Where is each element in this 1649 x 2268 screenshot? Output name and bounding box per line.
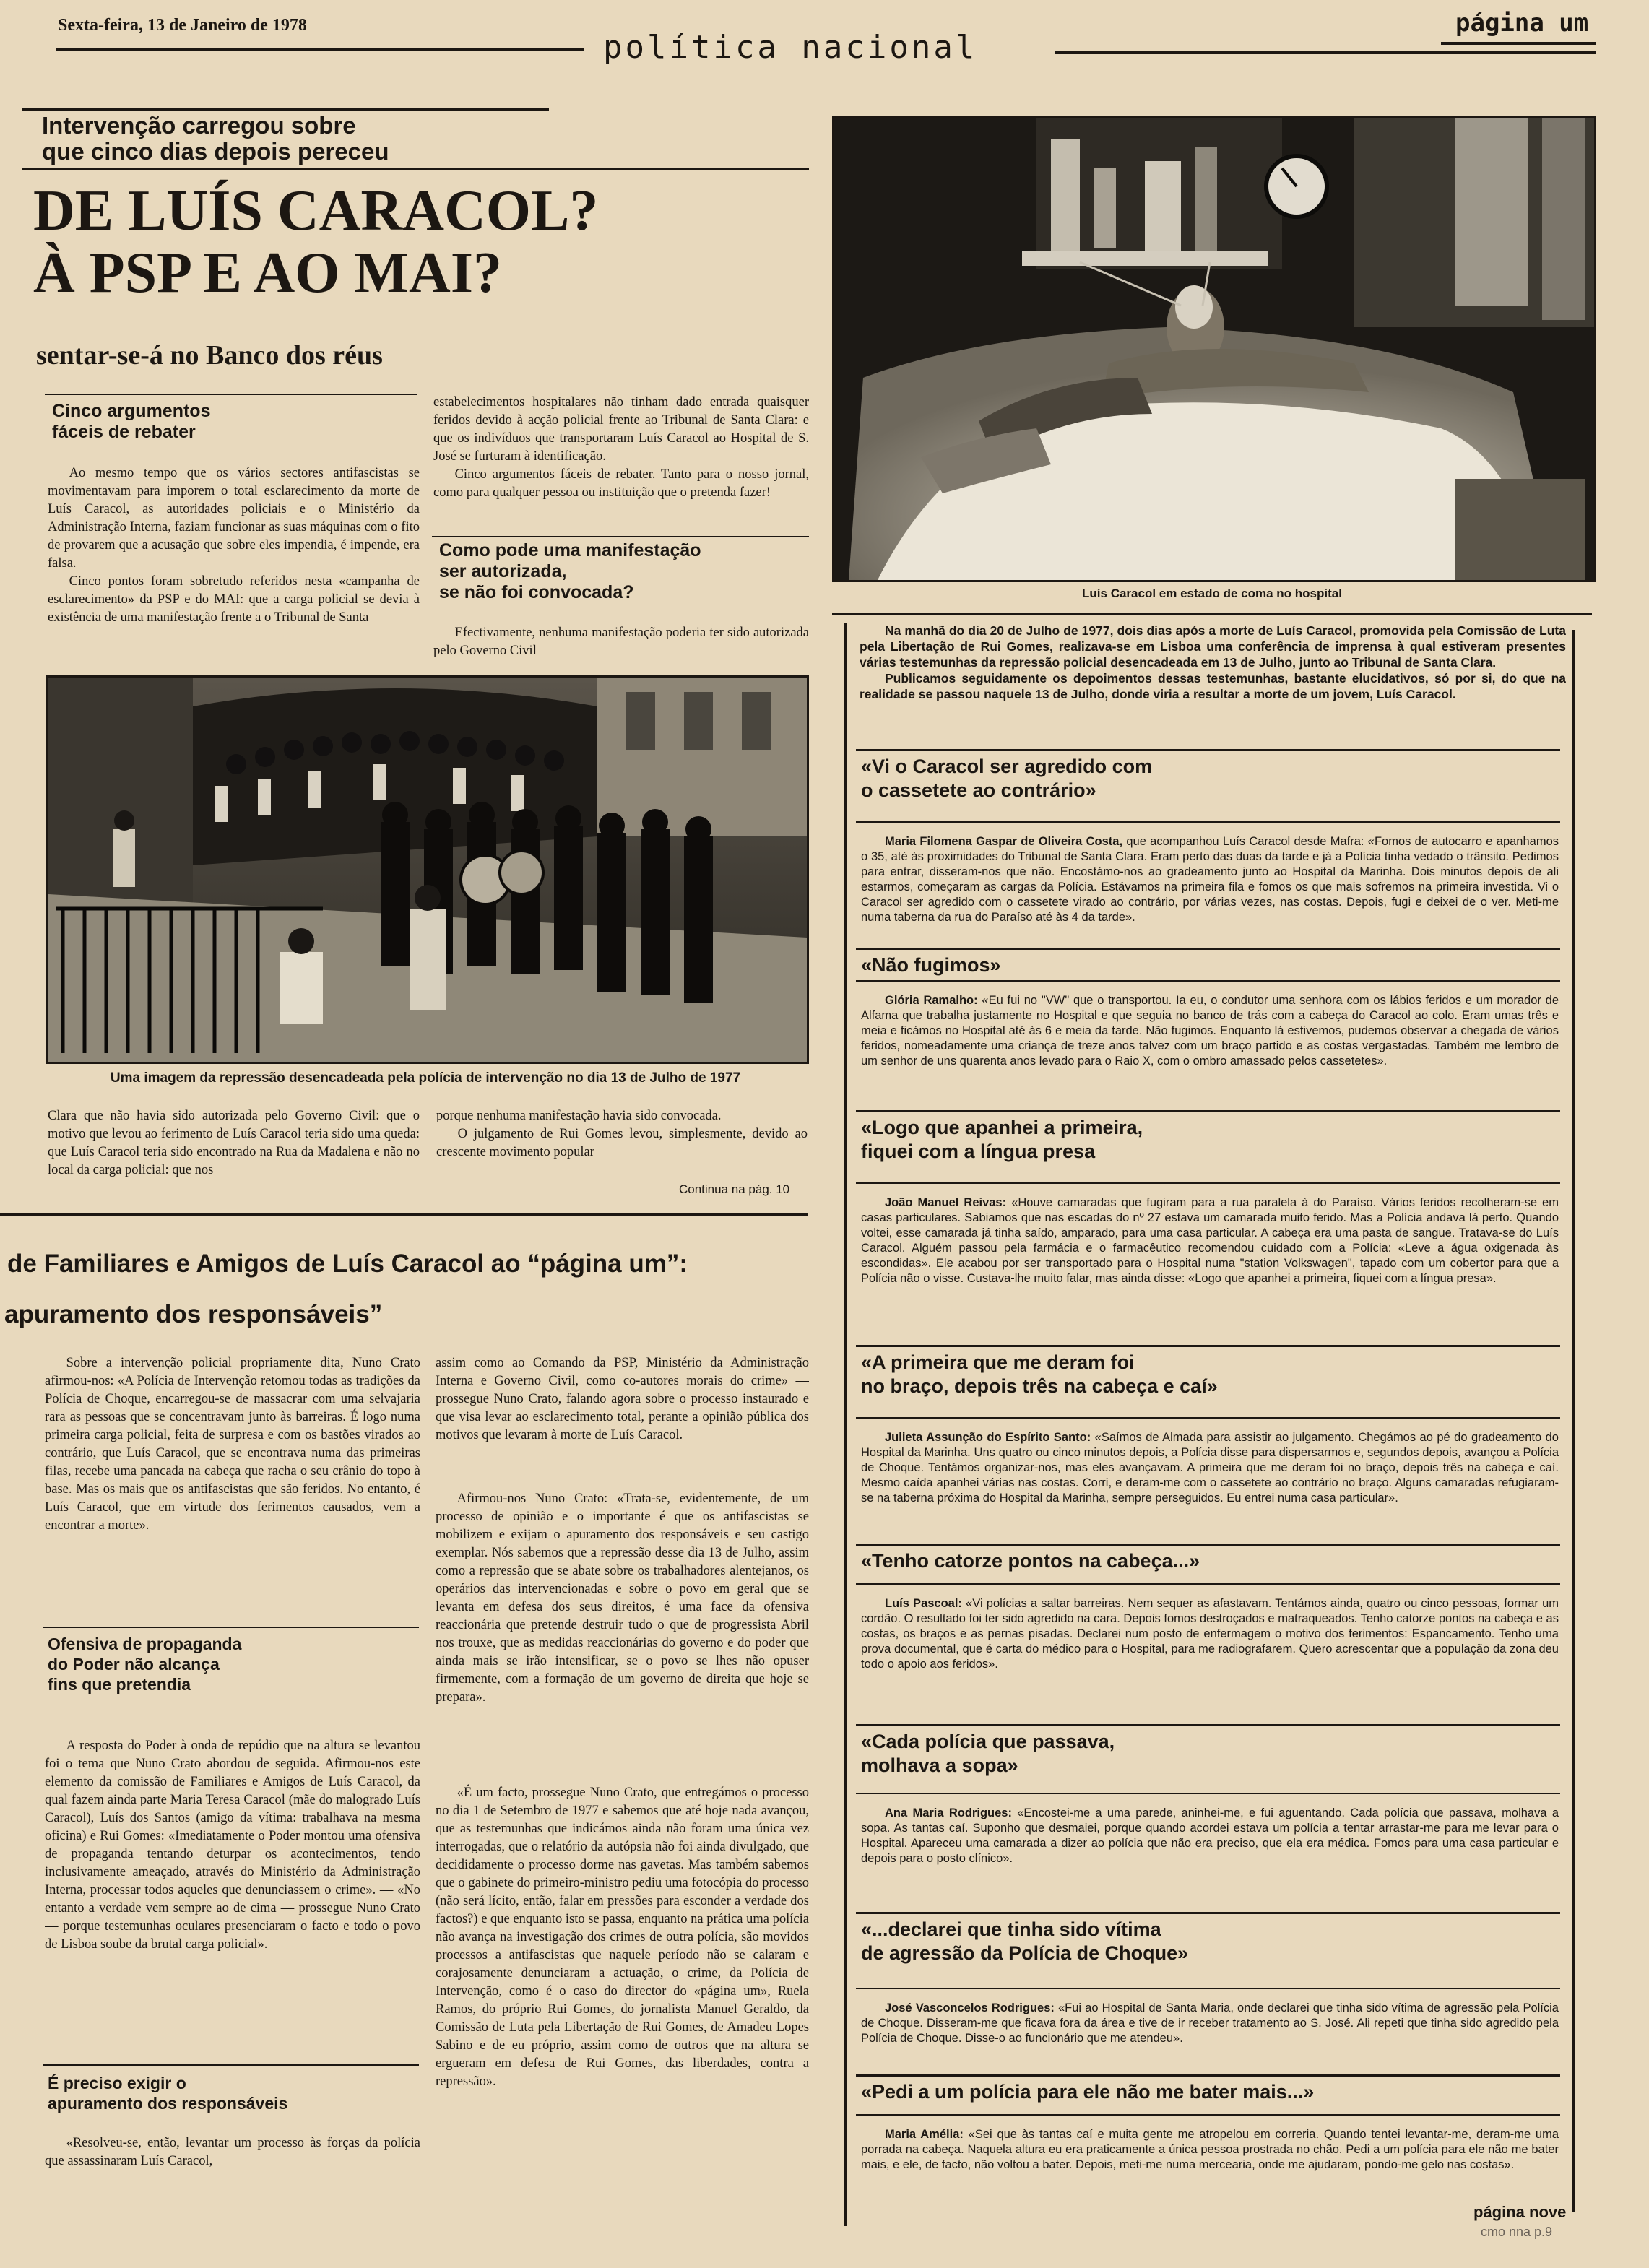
testimony-rule (856, 1912, 1560, 1914)
testimony-rule (856, 1345, 1560, 1347)
testimony-speaker: Maria Filomena Gaspar de Oliveira Costa, (885, 835, 1123, 848)
section-title: política nacional (603, 29, 978, 66)
riot-photo-caption: Uma imagem da repressão desencadeada pela polícia de intervenção no dia 13 de Julho de 1977 (110, 1070, 741, 1086)
right-intro: Na manhã do dia 20 de Julho de 1977, dois dias após a morte de Luís Caracol, promovida pela Comissão de Luta pela Libertação de Rui Gomes, realizava-se em Lisboa uma conferência de imprensa à qual estiveram presentes várias testemunhas da repressão policial desencadeada em 13 de Julho, junto ao Tribunal de Santa Clara. Publicamos seguidamente os depoimentos dessas testemunhas, bastante elucidativos, só por si, do que na realidade se passou naquele 13 de Julho, donde viria a resultar a morte de um jovem, Luís Caracol. (860, 623, 1566, 701)
article2-col2b: Afirmou-nos Nuno Crato: «Trata-se, evidentemente, de um processo de opinião e o importante é que os antifascistas se mobilizem e exijam o apuramento dos responsáveis e seu castigo exemplar. Nós sabemos que a repressão desse dia 13 de Julho, assim como a repressão que se abate sobre os trabalhadores alentejanos, os operários das intervencionadas e sobre o povo em geral que se levanta em defesa dos seus direitos, é uma face da ofensiva reaccionária que pretende destruir tudo o que de progressista Abril nos trouxe, que as medidas reaccionárias do governo e do poder que ainda mais se irão intensificar, se o povo se lhes não opuser firmemente, com a formação de um governo de direita que hoje se prepara». (436, 1492, 809, 1705)
testimony-rule (856, 2074, 1560, 2077)
testimony-title: «A primeira que me deram foi no braço, depois três na cabeça e caí» (861, 1351, 1218, 1397)
article1-bottom-rule (0, 1213, 808, 1216)
kicker-bottom-rule (22, 168, 809, 170)
article2-col2c: «É um facto, prossegue Nuno Crato, que entregámos o processo no dia 1 de Setembro de 1977 e sabemos que até hoje nada avançou, que as testemunhas que indicámos ainda não foram uma única vez interrogadas, que o relatório da autópsia não foi ainda divulgado, que decididamente o processo dorme nas gavetas. Mas também sabemos que o gabinete do primeiro-ministro pediu uma fotocópia do processo (não será lícito, então, falar em pressões para esconder a verdade dos factos?) e que enquanto isto se passa, enquanto na prática uma polícia não avança na investigação dos crimes de outra polícia, são movidos processos a antifascistas que naquele período não se calaram e corajosamente denunciaram a actuação, o crime, da Polícia de Intervenção, como é o caso do director do «página um», Ruela Ramos, do próprio Rui Gomes, do jornalista Manuel Geraldo, da Comissão de Luta pela Libertação de Rui Gomes, de Amadeu Lopes Sabino e de eu próprio, assim como de outros que na altura se ergueram em defesa de Rui Gomes, das liberdades, contra a repressão». (436, 1786, 809, 2089)
article1-col2: estabelecimentos hospitalares não tinham dado entrada quaisquer feridos devido à acção policial frente ao Tribunal de Santa Clara: e que os indivíduos que transportaram Luís Caracol ao Hospital de S. José se furturam à identificação. Cinco argumentos fáceis de rebater. Tanto para o nosso jornal, como para qualquer pessoa ou instituição que o pretenda fazer! (433, 395, 809, 500)
testimony-body: que acompanhou Luís Caracol desde Mafra: «Fomos de autocarro e apanhamos o 35, até às proximidades do Tribunal de Santa Clara. Eram perto das duas da tarde e já a Polícia tinha vedado o trânsito. Pedimos para entrar, disseram-nos que não. Encostámo-nos ao gradeamento junto ao Hospital da Marinha. Dois minutos depois de ali estarmos, começaram as cargas da Polícia. Estávamos na primeira fila e fomos os que mais sofremos na primeira investida. Vi o Caracol ser agredido com o cassetete virado ao contrário, por várias vezes, nas costas. Depois, fugi e deixei de o ver. Meti-me numa taberna da rua do Paraíso até às 4 da tarde». (861, 835, 1559, 924)
testimony-speaker: Maria Amélia: (885, 2128, 964, 2141)
article2-subhead-2: É preciso exigir o apuramento dos responsáveis (48, 2074, 288, 2113)
testimony-text (861, 2127, 1559, 2207)
masthead-date: Sexta-feira, 13 de Janeiro de 1978 (58, 16, 307, 35)
testimony-title: «Pedi a um polícia para ele não me bater mais...» (861, 2081, 1315, 2103)
right-frame-right (1572, 630, 1575, 2212)
testimony-body: «Vi polícias a saltar barreiras. Nem sequer as afastavam. Tentámos ainda, quatro ou cinco pessoas, formar um cordão. O resultado foi ter sido agredido na cara. Depois fomos destroçados e matraqueados. Tenho catorze pontos na cabeça e as costas, os braços e as pernas pisadas. Declarei num posto de enfermagem o motivo dos ferimentos: Espancamento. Tenho uma prova documental, que é carta do médico para o Hospital, para me radiografarem. Quero acrescentar que a população da zona deu todo o apoio aos feridos». (861, 1597, 1559, 1671)
testimony-title-rule (856, 1583, 1560, 1585)
testimony-rule (856, 1724, 1560, 1726)
hospital-photo-caption: Luís Caracol em estado de coma no hospital (1082, 587, 1342, 600)
testimony-title: «Logo que apanhei a primeira, fiquei com a língua presa (861, 1117, 1143, 1162)
testimony-speaker: José Vasconcelos Rodrigues: (885, 2001, 1055, 2014)
testimony-title-rule (856, 1988, 1560, 1989)
kicker-top-rule (22, 108, 549, 111)
riot-photo (46, 675, 809, 1064)
article2-headline-2: apuramento dos responsáveis” (4, 1300, 383, 1328)
testimony-text (861, 2001, 1559, 2077)
testimony-speaker: Julieta Assunção do Espírito Santo: (885, 1431, 1091, 1444)
testimony-title: «Não fugimos» (861, 954, 1001, 976)
testimony-rule (856, 948, 1560, 950)
masthead-rule-right (1055, 51, 1596, 54)
testimony-speaker: Luís Pascoal: (885, 1597, 962, 1610)
article2-col2: assim como ao Comando da PSP, Ministério da Administração Interna e Governo Civil, como co-autores morais do crime» — prossegue Nuno Crato, falando agora sobre o processo instaurado e que visa levar ao esclarecimento total, perante a opinião pública dos motivos que levaram à morte de Luís Caracol. (436, 1356, 809, 1442)
testimony-text (861, 1596, 1559, 1708)
testimony-text (861, 993, 1559, 1105)
testimony-title: «...declarei que tinha sido vítima de agressão da Polícia de Choque» (861, 1918, 1189, 1964)
testimony-title: «Vi o Caracol ser agredido com o cassetete ao contrário» (861, 756, 1153, 801)
article1-col3: Clara que não havia sido autorizada pelo Governo Civil: que o motivo que levou ao ferimento de Luís Caracol teria sido uma queda: que Luís Caracol teria sido encontrado na Rua da Madalena e não no local da carga policial: que nos (48, 1109, 420, 1177)
testimony-title: «Tenho catorze pontos na cabeça...» (861, 1550, 1200, 1572)
continued-note: Continua na pág. 10 (679, 1182, 790, 1196)
testimony-body: «Saímos de Almada para assistir ao julgamento. Chegámos ao pé do gradeamento do Hospital da Marinha. Uns quatro ou cinco minutos depois, a Polícia disse para dispersarmos e, segundos depois, avançou a Polícia de Choque. Tentámos organizar-nos, mas eles avançavam. A primeira que me deram foi no braço, depois três na cabeça e caí. Mesmo caída apanhei várias nas costas. Corri, e deram-me com o cassetete ao contrário no braço. Alguns camaradas refugiaram-se na taberna próxima do Hospital da Marinha, sempre perseguidos. Eu entrei numa casa particular». (861, 1431, 1559, 1505)
testimony-body: «Eu fui no "VW" que o transportou. Ia eu, o condutor uma senhora com os lábios feridos e um morador de Alfama que trabalha justamente no Hospital e que seguia no banco de trás com a cabeça do Caracol ao colo. Eram umas três e meia e ficámos no Hospital até às 6 e meia da tarde. Não fugimos. Enquanto lá estivemos, pudemos observar a chegada de vários feridos, nomeadamente uma criança de treze anos talvez com um braço partido e as costas vergastadas. Também me lembro de um senhor de uns quarenta anos levado para o Raio X, com o ombro amassado pelos cassetetes». (861, 994, 1559, 1068)
headline-kicker-1: Intervenção carregou sobre (42, 112, 356, 139)
page-stamp: cmo nna p.9 (1481, 2225, 1553, 2239)
right-frame-top (832, 613, 1592, 615)
testimony-speaker: Glória Ramalho: (885, 994, 978, 1007)
article2-sub2-rule (43, 2064, 419, 2066)
testimony-title: «Cada polícia que passava, molhava a sopa» (861, 1731, 1115, 1776)
article1-subhead-1: Cinco argumentos fáceis de rebater (52, 401, 211, 442)
testimony-rule (856, 1544, 1560, 1546)
sub2-rule (432, 536, 809, 537)
hospital-photo-image (834, 118, 1594, 580)
testimony-title-rule (856, 821, 1560, 823)
headline-title-1: DE LUÍS CARACOL? (33, 179, 599, 243)
headline-subtitle: sentar-se-á no Banco dos réus (36, 340, 383, 371)
article1-col2c: Efectivamente, nenhuma manifestação poderia ter sido autorizada pelo Governo Civil (433, 626, 809, 658)
testimony-body: «Fui ao Hospital de Santa Maria, onde declarei que tinha sido vítima de agressão pela Polícia de Choque. Disseram-me que ficava fora da área e tive de ir receber tratamento ao S. José. Ali repeti que tinha sido agredido pela Polícia de Choque. Disse-o ao funcionário que me atendeu». (861, 2001, 1559, 2045)
testimony-body: «Sei que às tantas caí e muita gente me atropelou em correria. Quando tentei levantar-me, deram-me uma porrada na cabeça. Naquela altura eu era praticamente a única pessoa prostrada no chão. Pedi a um polícia para ele não me bater mais, e ele, de facto, não voltou a bater. Depois, meti-me numa mercearia, onde me ajudaram, pondo-me gelo nas costas». (861, 2128, 1559, 2171)
article2-sub1-rule (43, 1627, 419, 1628)
right-frame-left (844, 623, 847, 2226)
masthead-rule-top-right (1441, 42, 1596, 45)
article1-col4: porque nenhuma manifestação havia sido convocada. O julgamento de Rui Gomes levou, simplesmente, devido ao crescente movimento popular (436, 1109, 808, 1159)
article2-subhead-1: Ofensiva de propaganda do Poder não alcança fins que pretendia (48, 1635, 242, 1694)
testimony-body: «Encostei-me a uma parede, aninhei-me, e fui aguentando. Cada polícia que passava, molhava a sopa. As tantas caí. Suponho que desmaiei, porque quando acordei estava um polícia a tentar arrastar-me para me levar para o Hospital. Apareceu uma camarada a dizer ao polícia que não era preciso, que ela era médica. Fomos para uma casa particular e depois para o posto clínico». (861, 1806, 1559, 1865)
testimony-text (861, 834, 1559, 943)
testimony-title-rule (856, 1793, 1560, 1794)
testimony-title-rule (856, 2114, 1560, 2116)
headline-kicker-2: que cinco dias depois pereceu (42, 138, 389, 165)
testimony-text (861, 1195, 1559, 1340)
testimony-text (861, 1806, 1559, 1914)
testimony-body: «Houve camaradas que fugiram para a rua paralela à do Paraíso. Vários feridos recolheram-se em casas particulares. Sabiamos que nas escadas do nº 27 estava um camarada muito ferido. Mas a Polícia andava lá perto. Quando voltei, esse camarada já tinha saído, amparado, para uma casa particular. A cabeça era uma pasta de sangue. Tratava-se do Luís Caracol. Alguém passou pela farmácia e o farmacêutico recomendou cuidado com a Polícia: «Leve a água oxigenada às escondidas». Ele acabou por ser transportado para o Hospital numa "station Volkswagen", tapado com um cobertor para que a Polícia não o visse. Custava-lhe muito falar, mas ainda disse: «Logo que apanhei a primeira, fiquei com a língua presa». (861, 1196, 1559, 1285)
testimony-title-rule (856, 1417, 1560, 1419)
masthead-rule-left (56, 48, 584, 51)
testimony-title-rule (856, 980, 1560, 982)
testimony-speaker: Ana Maria Rodrigues: (885, 1806, 1012, 1819)
testimony-text (861, 1430, 1559, 1538)
sub1-rule (45, 394, 417, 395)
testimony-speaker: João Manuel Reivas: (885, 1196, 1007, 1209)
page-label: página nove (1473, 2203, 1567, 2221)
article1-col1: Ao mesmo tempo que os vários sectores antifascistas se movimentavam para imporem o total esclarecimento da morte de Luís Caracol, as autoridades policiais e o Ministério da Administração Interna, faziam funcionar as suas máquinas com o fito de provarem que a acusação que sobre eles impendia, é impende, era falsa. Cinco pontos foram sobretudo referidos nesta «campanha de esclarecimento» da PSP e do MAI: que a carga policial se devia à existência de uma manifestação frente a o Tribunal de Santa (48, 466, 420, 625)
article1-subhead-2: Como pode uma manifestação ser autorizada, se não foi convocada? (439, 540, 701, 602)
article2-col1c: «Resolveu-se, então, levantar um processo às forças da polícia que assassinaram Luís Caracol, (45, 2136, 420, 2168)
article2-col1b: A resposta do Poder à onda de repúdio que na altura se levantou foi o tema que Nuno Crato abordou de seguida. Afirmou-nos este elemento da comissão de Familiares e Amigos de Luís Caracol, da qual fazem ainda parte Maria Teresa Caracol (mãe do malogrado Luís Caracol), Luís dos Santos (amigo da vítima: trabalhava na mesma oficina) e Rui Gomes: «Imediatamente o Poder montou uma ofensiva de propaganda tentando deturpar os acontecimentos, tendo inclusivamente ameaçado, através do Ministério da Administração Interna, processar todos aqueles que denunciassem o crime». — «No entanto a verdade vem sempre ao de cima — prossegue Nuno Crato — porque testemunhas oculares presenciaram o facto e todo o povo de Lisboa soube da brutal carga policial». (45, 1739, 420, 1952)
publication-name: página um (1455, 9, 1589, 38)
riot-photo-image (48, 678, 807, 1062)
article2-col1: Sobre a intervenção policial propriamente dita, Nuno Crato afirmou-nos: «A Polícia de Intervenção retomou todas as tradições da Polícia de Choque, encarregou-se de massacrar com uma selvajaria rara as pessoas que se concentravam junto às barreiras. É logo numa primeira carga policial, feita de surpresa e com os bastões virados ao contrário, que Luís Caracol, que se encontrava numa das primeiras filas, recebe uma pancada na cabeça que racha o seu crânio do topo à base. Mas os mais que os antifascistas que são feridos. No entanto, é Luís Caracol, que em virtude dos ferimentos causados, vem a encontrar a morte». (45, 1356, 420, 1533)
testimony-rule (856, 1110, 1560, 1112)
hospital-photo (832, 116, 1596, 582)
article2-headline-1: de Familiares e Amigos de Luís Caracol ao “página um”: (7, 1250, 688, 1278)
headline-title-2: À PSP E AO MAI? (33, 241, 502, 305)
testimony-title-rule (856, 1182, 1560, 1184)
testimony-rule (856, 749, 1560, 751)
